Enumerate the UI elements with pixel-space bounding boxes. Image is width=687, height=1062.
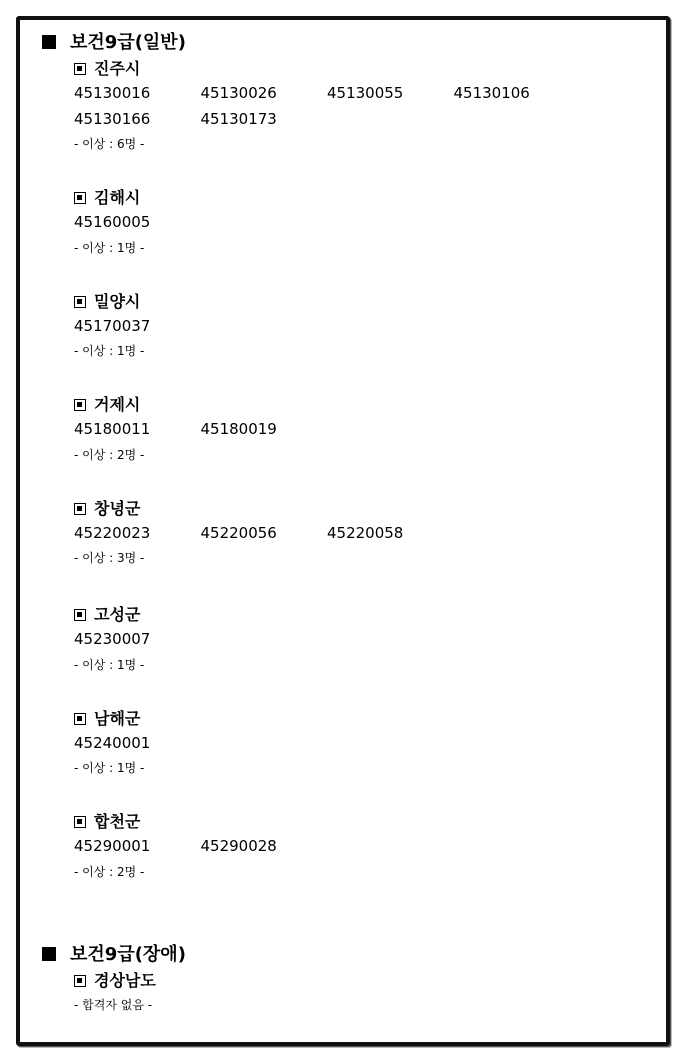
region-heading: 김해시 [74,185,670,210]
count-note: - 합격자 없음 - [74,997,153,1012]
square-bullet-icon [74,609,86,621]
region-heading: 합천군 [74,809,670,834]
square-bullet-icon [74,975,86,987]
square-bullet-icon [74,713,86,725]
code-item: 45220056 [200,523,277,542]
count-note: - 이상 : 1명 - [74,657,145,672]
region-block-jinju [74,56,670,157]
region-block-changnyeong [74,496,670,572]
square-bullet-icon [74,296,86,308]
square-bullet-icon [74,63,86,75]
region-heading: 밀양시 [74,289,670,314]
region-heading: 경상남도 [74,968,670,993]
region-block-hapcheon [74,809,670,885]
square-bullet-icon [74,503,86,515]
code-item: 45180019 [200,420,277,438]
code-item: 45290028 [200,837,277,855]
region-block-miryang [74,289,670,365]
region-heading: 남해군 [74,706,670,731]
code-item: 45220058 [327,523,404,542]
code-item: 45130106 [453,84,530,102]
code-item: 45220023 [74,523,151,542]
code-list [74,731,674,757]
code-list [74,521,674,547]
region-heading: 진주시 [74,56,670,81]
code-item: 45130026 [200,84,277,102]
region-block-gyeongnam [74,968,670,1018]
code-item: 45290001 [74,837,151,855]
code-list [74,627,674,653]
count-note: - 이상 : 1명 - [74,240,145,255]
code-list [74,314,674,340]
code-item: 45130166 [74,109,151,128]
code-list [74,81,674,132]
region-block-namhae [74,706,670,782]
count-note: - 이상 : 6명 - [74,137,145,151]
square-bullet-icon [74,399,86,411]
section-title: 보건9급(장애) [40,942,670,968]
code-item: 45130055 [327,84,404,102]
code-list [74,417,674,443]
code-item: 45160005 [74,213,151,231]
square-bullet-icon [74,192,86,204]
region-heading: 고성군 [74,602,670,627]
square-bullet-icon [74,816,86,828]
black-square-icon [40,30,70,56]
code-item: 45130016 [74,84,151,102]
code-list [74,210,674,236]
region-block-geoje [74,392,670,468]
code-item: 45180011 [74,420,151,438]
region-heading: 거제시 [74,392,670,417]
count-note: - 이상 : 3명 - [74,551,145,565]
region-block-goseong [74,602,670,678]
code-item: 45130173 [200,109,277,128]
region-heading: 창녕군 [74,496,670,521]
count-note: - 이상 : 2명 - [74,864,145,879]
section-title: 보건9급(일반) [40,30,670,56]
code-item: 45230007 [74,630,151,648]
black-square-icon [40,942,70,968]
count-note: - 이상 : 1명 - [74,761,145,775]
count-note: - 이상 : 2명 - [74,447,145,462]
code-item: 45170037 [74,316,151,335]
results-content [40,30,670,1018]
code-item: 45240001 [74,733,151,752]
code-list [74,834,674,860]
region-block-gimhae [74,185,670,261]
count-note: - 이상 : 1명 - [74,344,145,358]
